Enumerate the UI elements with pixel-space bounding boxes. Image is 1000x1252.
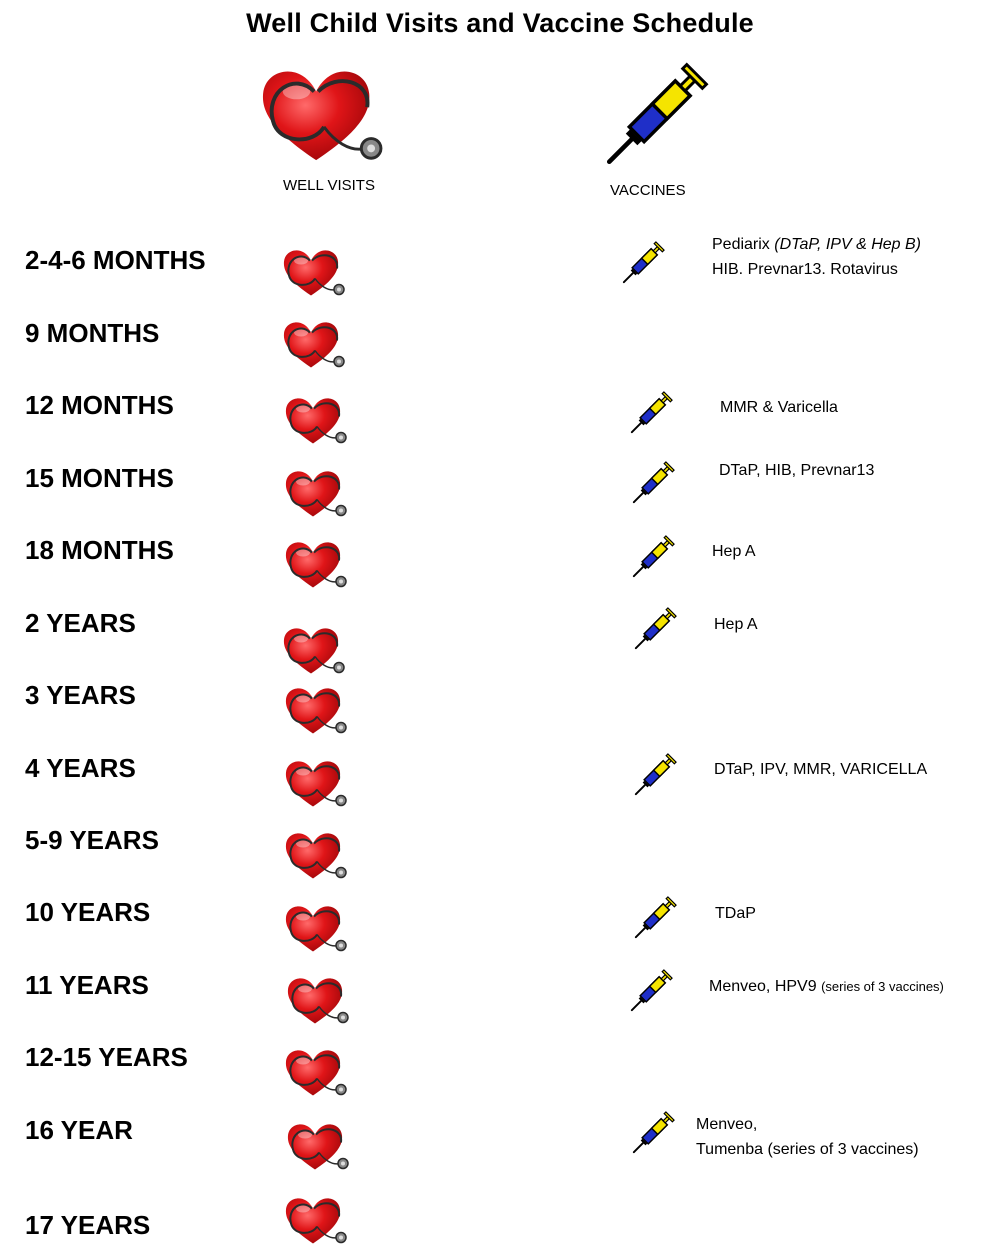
vaccine-icon bbox=[630, 458, 678, 506]
age-label: 17 YEARS bbox=[25, 1210, 151, 1240]
vaccine-icon bbox=[630, 1108, 678, 1156]
vaccine-icon bbox=[628, 388, 676, 436]
vaccine-list bbox=[712, 232, 921, 282]
vaccine-list: DTaP, IPV, MMR, VARICELLA bbox=[714, 761, 928, 778]
well-visit-icon bbox=[280, 244, 350, 302]
well-visit-icon bbox=[280, 316, 350, 374]
vaccines-header: VACCINES bbox=[610, 182, 686, 199]
vaccine-list: DTaP, HIB, Prevnar13 bbox=[719, 462, 875, 479]
well-visit-icon bbox=[282, 465, 352, 523]
age-label: 2-4-6 MONTHS bbox=[25, 245, 206, 275]
vaccine-icon bbox=[632, 750, 680, 798]
vaccine-list: TDaP bbox=[715, 905, 756, 922]
vaccine-icon bbox=[620, 238, 668, 286]
well-visit-icon bbox=[280, 622, 350, 680]
well-visit-icon bbox=[282, 1192, 352, 1250]
age-label: 4 YEARS bbox=[25, 753, 136, 783]
page-title: Well Child Visits and Vaccine Schedule bbox=[246, 8, 754, 38]
vaccine-list: Hep A bbox=[714, 616, 758, 633]
well-visit-icon bbox=[284, 972, 354, 1030]
well-visit-icon bbox=[282, 536, 352, 594]
age-label: 2 YEARS bbox=[25, 608, 136, 638]
well-visit-icon bbox=[284, 1118, 354, 1176]
vaccine-list bbox=[696, 1112, 919, 1162]
vaccine-name: Pediarix bbox=[712, 236, 775, 253]
well-visit-icon bbox=[282, 827, 352, 885]
vaccines-header-icon bbox=[600, 55, 716, 171]
vaccine-name: Menveo, HPV9 bbox=[709, 978, 822, 995]
vaccine-name: Menveo, bbox=[696, 1116, 758, 1133]
vaccine-name: HIB. Prevnar13. Rotavirus bbox=[712, 261, 898, 278]
vaccine-name: Tumenba (series of 3 vaccines) bbox=[696, 1141, 919, 1158]
vaccine-icon bbox=[630, 532, 678, 580]
age-label: 3 YEARS bbox=[25, 680, 136, 710]
well-visits-header: WELL VISITS bbox=[283, 177, 375, 194]
age-label: 18 MONTHS bbox=[25, 535, 174, 565]
vaccine-list: MMR & Varicella bbox=[720, 399, 838, 416]
vaccine-icon bbox=[632, 604, 680, 652]
vaccine-list bbox=[709, 974, 944, 999]
vaccine-detail: (DTaP, IPV & Hep B) bbox=[774, 236, 921, 253]
well-visits-header-icon bbox=[255, 62, 393, 170]
well-visit-icon bbox=[282, 755, 352, 813]
age-label: 11 YEARS bbox=[25, 970, 149, 1000]
age-label: 12-15 YEARS bbox=[25, 1042, 188, 1072]
well-visit-icon bbox=[282, 682, 352, 740]
age-label: 15 MONTHS bbox=[25, 463, 174, 493]
age-label: 16 YEAR bbox=[25, 1115, 133, 1145]
well-visit-icon bbox=[282, 1044, 352, 1102]
well-visit-icon bbox=[282, 900, 352, 958]
well-visit-icon bbox=[282, 392, 352, 450]
age-label: 5-9 YEARS bbox=[25, 825, 159, 855]
vaccine-icon bbox=[632, 893, 680, 941]
age-label: 12 MONTHS bbox=[25, 390, 174, 420]
age-label: 9 MONTHS bbox=[25, 318, 160, 348]
vaccine-list: Hep A bbox=[712, 543, 756, 560]
vaccine-icon bbox=[628, 966, 676, 1014]
age-label: 10 YEARS bbox=[25, 897, 151, 927]
vaccine-note: (series of 3 vaccines) bbox=[821, 979, 944, 994]
